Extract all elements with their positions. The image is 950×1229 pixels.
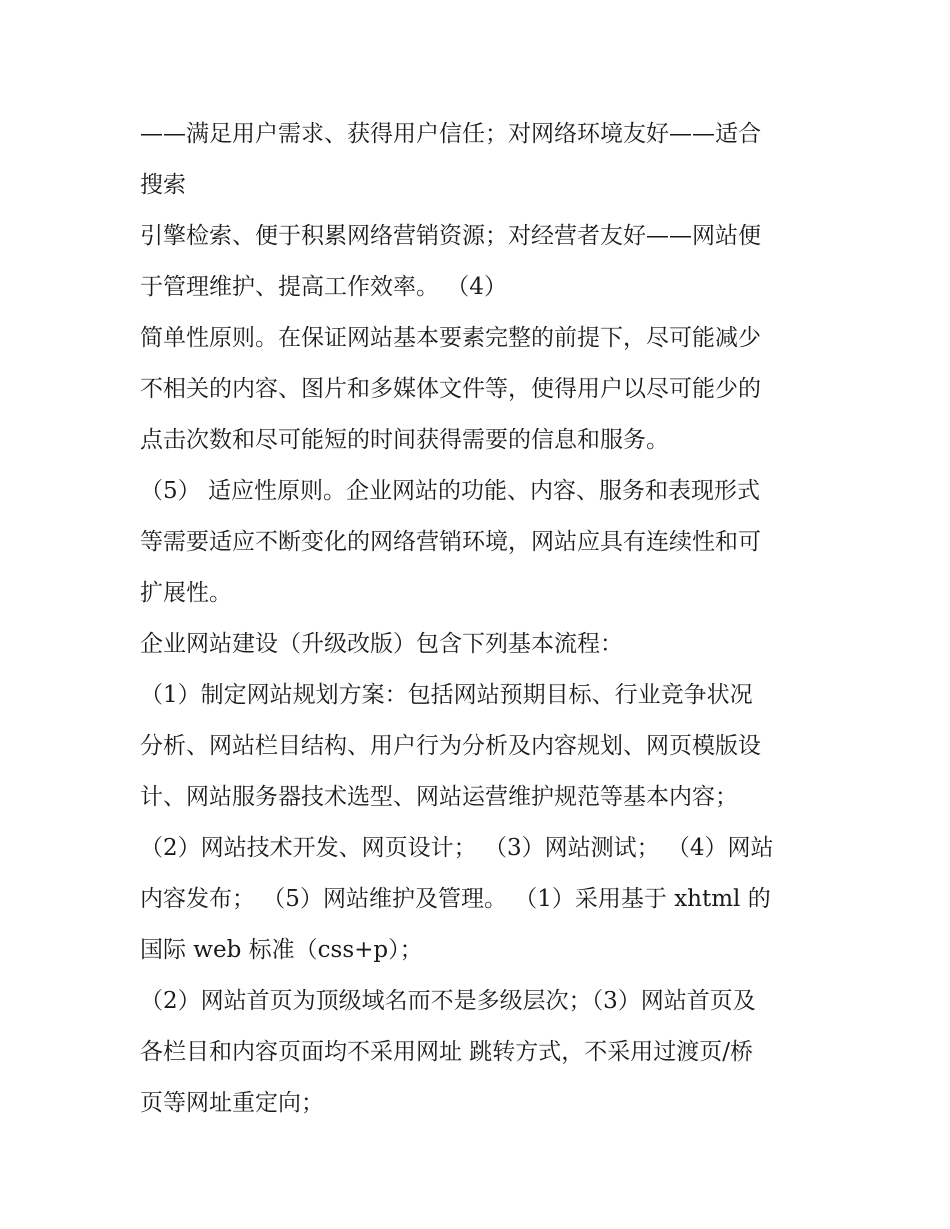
text-line: 页等网址重定向； <box>140 1090 324 1116</box>
text-line: 国际 web 标准（css+p）； <box>140 937 423 963</box>
text-line: 于管理维护、提高工作效率。 （4） <box>140 274 507 300</box>
text-line: （1）制定网站规划方案：包括网站预期目标、行业竞争状况 <box>140 682 753 708</box>
text-line: 各栏目和内容页面均不采用网址 跳转方式，不采用过渡页/桥 <box>140 1039 754 1065</box>
text-line: 企业网站建设（升级改版）包含下列基本流程： <box>140 631 623 657</box>
text-line: 分析、网站栏目结构、用户行为分析及内容规划、网页模版设 <box>140 733 761 759</box>
text-line: 扩展性。 <box>140 580 232 606</box>
text-line: （2）网站首页为顶级域名而不是多级层次；（3）网站首页及 <box>140 988 756 1014</box>
text-line: （5） 适应性原则。企业网站的功能、内容、服务和表现形式 <box>140 478 760 504</box>
text-line: 引擎检索、便于积累网络营销资源；对经营者友好——网站便 <box>140 223 761 249</box>
document-body <box>140 109 830 1129</box>
text-line: （2）网站技术开发、网页设计； （3）网站测试； （4）网站 <box>140 835 774 861</box>
text-line: 点击次数和尽可能短的时间获得需要的信息和服务。 <box>140 427 669 453</box>
text-line: ——满足用户需求、获得用户信任；对网络环境友好——适合 <box>140 121 761 147</box>
text-line: 计、网站服务器技术选型、网站运营维护规范等基本内容； <box>140 784 738 810</box>
text-line: 不相关的内容、图片和多媒体文件等，使得用户以尽可能少的 <box>140 376 761 402</box>
text-line: 搜索 <box>140 172 186 198</box>
text-line: 内容发布； （5）网站维护及管理。 （1）采用基于 xhtml 的 <box>140 886 771 912</box>
text-line: 简单性原则。在保证网站基本要素完整的前提下，尽可能减少 <box>140 325 761 351</box>
text-line: 等需要适应不断变化的网络营销环境，网站应具有连续性和可 <box>140 529 761 555</box>
